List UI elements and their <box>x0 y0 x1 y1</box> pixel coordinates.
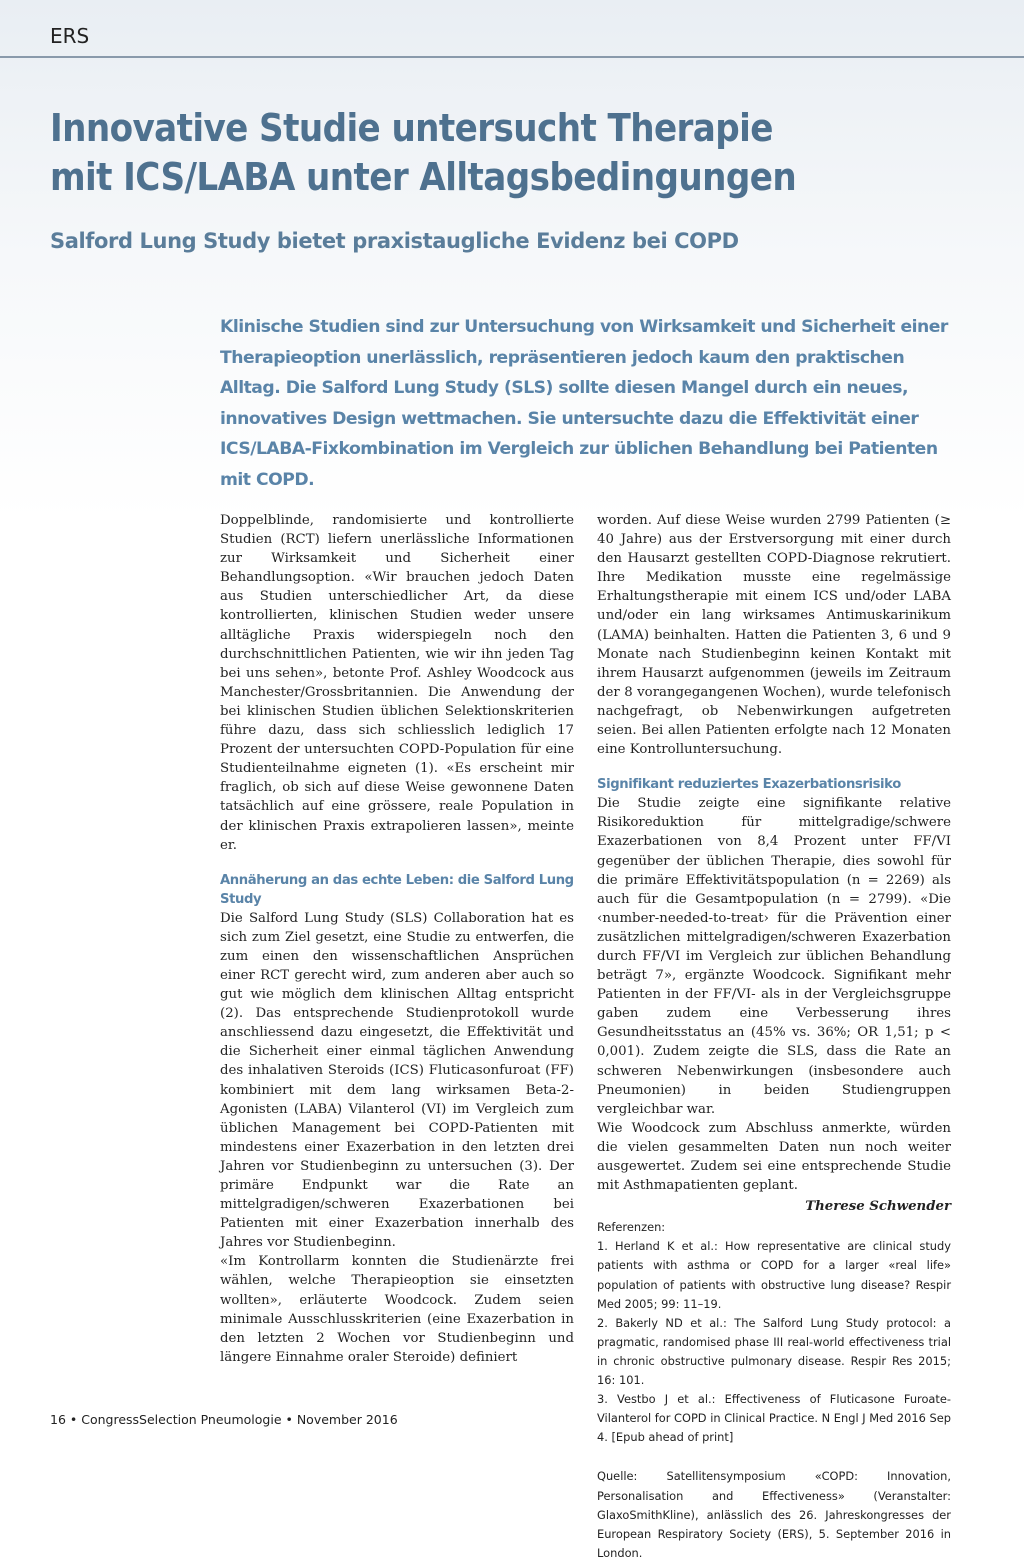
body-paragraph-5: Wie Woodcock zum Abschluss anmerkte, würden die vielen gesammelten Daten nun noch weiter ausgewertet. Zudem sei eine entsprechende Studie mit Asthmapatienten geplant. <box>597 1120 951 1194</box>
title-line-2: mit ICS/LABA unter Alltagsbedingungen <box>50 155 797 199</box>
references <box>597 1218 951 1563</box>
source-note: Quelle: Satellitensymposium «COPD: Innovation, Personalisation and Effectiveness» (Veranstalter: GlaxoSmithKline), anlässlich des 26. Jahreskongresses der European Respiratory Society (ERS), 5. September 2016 in London. <box>597 1469 951 1560</box>
body-paragraph-1: Doppelblinde, randomisierte und kontrollierte Studien (RCT) liefern unerlässliche Informationen zur Wirksamkeit und Sicherheit einer Behandlungsoption. «Wir brauchen jedoch Daten aus Studien unterschiedlicher Art, da diese kontrollierten, klinischen Studien weder unsere alltägliche Praxis widerspiegeln noch den durchschnittlichen Patienten, wie wir ihn jeden Tag bei uns sehen», betonte Prof. Ashley Woodcock aus Manchester/Grossbritannien. Die Anwendung der bei klinischen Studien üblichen Selektionskriterien führe dazu, dass sich schliesslich lediglich 17 Prozent der untersuchten COPD-Population für eine Studienteilnahme eigneten (1). «Es erscheint mir fraglich, ob sich auf diese Weise gewonnene Daten tatsächlich auf eine grössere, reale Population in der klinischen Praxis extrapolieren lassen», meinte er. <box>220 513 574 853</box>
page-footer: 16 • CongressSelection Pneumologie • November 2016 <box>50 1412 398 1427</box>
references-title: Referenzen: <box>597 1220 666 1235</box>
body-paragraph-3-continued: worden. Auf diese Weise wurden 2799 Patienten (≥ 40 Jahre) aus der Erstversorgung mit einer durch den Hausarzt gestellten COPD-Diagnose rekrutiert. Ihre Medikation musste eine regelmässige Erhaltungstherapie mit einem ICS und/oder LABA und/oder ein lang wirksames Antimuskarinikum (LAMA) beinhalten. Hatten die Patienten 3, 6 und 9 Monate nach Studienbeginn keinen Kontakt mit ihrem Hausarzt aufgenommen (jeweils im Zeitraum der 8 vorangegangenen Wochen), wurde telefonisch nachgefragt, ob Nebenwirkungen aufgetreten seien. Bei allen Patienten erfolgte nach 12 Monaten eine Kontrolluntersuchung. <box>597 513 951 758</box>
header-rule <box>0 56 1024 58</box>
lead-paragraph: Klinische Studien sind zur Untersuchung von Wirksamkeit und Sicherheit einer Therapieoption unerlässlich, repräsentieren jedoch kaum den praktischen Alltag. Die Salford Lung Study (SLS) sollte diesen Mangel durch ein neues, innovatives Design wettmachen. Sie untersuchte dazu die Effektivität einer ICS/LABA-Fixkombination im Vergleich zur üblichen Behandlung bei Patienten mit COPD. <box>220 317 948 490</box>
body-paragraph-4: Die Studie zeigte eine signifikante relative Risikoreduktion für mittelgradige/schwere Exazerbationen von 8,4 Prozent unter FF/VI gegenüber der üblichen Therapie, dies sowohl für die primäre Effektivitätspopulation (n = 2269) als auch für die Gesamtpopulation (n = 2799). «Die ‹number-needed-to-treat› für die Prävention einer zusätzlichen mittelgradigen/schweren Exazerbation durch FF/VI im Vergleich zur üblichen Behandlung beträgt 7», ergänzte Woodcock. Signifikant mehr Patienten in der FF/VI- als in der Vergleichsgruppe gaben zudem eine Verbesserung ihres Gesundheitsstatus an (45% vs. 36%; OR 1,51; p < 0,001). Zudem zeigte die SLS, dass die Rate an schweren Nebenwirkungen (insbesondere auch Pneumonien) in beiden Studiengruppen vergleichbar war. <box>597 796 951 1117</box>
title-line-1: Innovative Studie untersucht Therapie <box>50 106 773 150</box>
section-label: ERS <box>50 24 90 48</box>
article-title <box>50 104 950 202</box>
body-paragraph-2: Die Salford Lung Study (SLS) Collaboration hat es sich zum Ziel gesetzt, eine Studie zu entwerfen, die zum einen den wissenschaftlichen Ansprüchen einer RCT gerecht wird, zum anderen aber auch so gut wie möglich dem klinischen Alltag entspricht (2). Das entsprechende Studienprotokoll wurde anschliessend dazu eingesetzt, die Effektivität und die Sicherheit einer einmal täglichen Anwendung des inhalativen Steroids (ICS) Fluticasonfuroat (FF) kombiniert mit dem lang wirksamen Beta-2-Agonisten (LABA) Vilanterol (VI) im Vergleich zum üblichen Management bei COPD-Patienten mit mindestens einer Exazerbation in den letzten drei Jahren vor Studienbeginn zu untersuchen (3). Der primäre Endpunkt war die Rate an mittelgradigen/schweren Exazerbationen bei Patienten mit einer Exazerbation innerhalb des Jahres vor Studienbeginn. <box>220 910 574 1251</box>
article-subtitle: Salford Lung Study bietet praxistaugliche Evidenz bei COPD <box>50 229 739 253</box>
body-column-right <box>597 511 951 1563</box>
author-name: Therese Schwender <box>805 1199 951 1215</box>
reference-item: 1. Herland K et al.: How representative are clinical study patients with asthma or COPD for a larger «real life» population of patients with obstructive lung disease? Respir Med 2005; 99: 11–19. <box>597 1239 951 1311</box>
reference-item: 2. Bakerly ND et al.: The Salford Lung Study protocol: a pragmatic, randomised phase III real-world effectiveness trial in chronic obstructive pulmonary disease. Respir Res 2015; 16: 101. <box>597 1315 951 1388</box>
section-heading-1: Annäherung an das echte Leben: die Salford Lung Study <box>220 872 574 907</box>
body-paragraph-3: «Im Kontrollarm konnten die Studienärzte frei wählen, welche Therapieoption sie einsetzten wollten», erläuterte Woodcock. Zudem seien minimale Ausschlusskriterien (eine Exazerbation in den letzten 2 Wochen vor Studienbeginn und längere Einnahme oraler Steroide) definiert <box>220 1254 574 1365</box>
body-column-left <box>220 511 574 1367</box>
section-heading-2: Signifikant reduziertes Exazerbationsrisiko <box>597 777 901 793</box>
reference-item: 3. Vestbo J et al.: Effectiveness of Fluticasone Furoate-Vilanterol for COPD in Clinical Practice. N Engl J Med 2016 Sep 4. [Epub ahead of print] <box>597 1392 951 1445</box>
